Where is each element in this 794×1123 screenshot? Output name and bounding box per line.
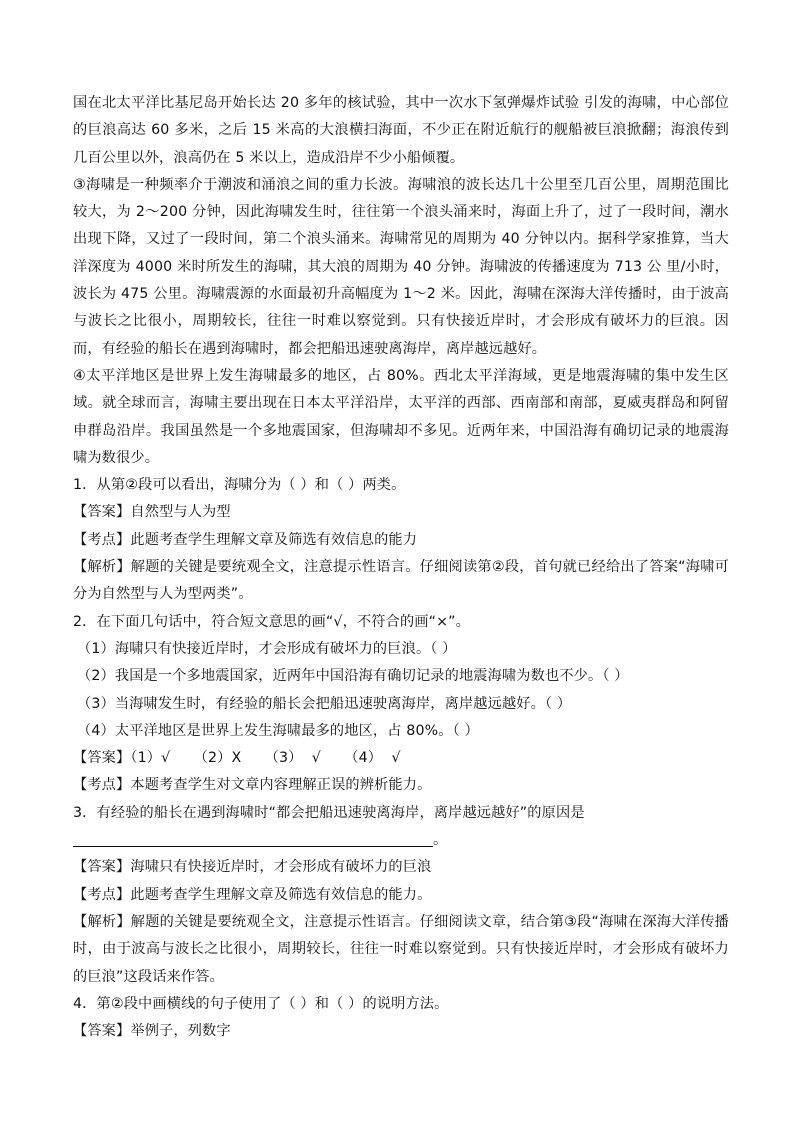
question-1-answer <box>73 499 729 526</box>
point-text: 本题考查学生对文章内容理解正误的辨析能力。 <box>130 777 432 794</box>
document-page <box>73 90 729 1045</box>
answer-tag: 【答案】 <box>73 859 131 876</box>
question-2-point <box>73 772 729 799</box>
question-4: 4．第②段中画横线的句子使用了（ ）和（ ）的说明方法。 <box>73 995 449 1012</box>
point-tag: 【考点】 <box>73 886 131 903</box>
question-3-blank-line <box>73 827 729 854</box>
paragraph-3: ③海啸是一种频率介于潮波和涌浪之间的重力长波。海啸浪的波长达几十公里至几百公里，周期范围比较大，为 2～200 分钟，因此海啸发生时，往往第一个浪头涌来时，海面上升了，过了一段时间，潮水出现下降，又过了一段时间，第二个浪头涌来。海啸常见的周期为 40 分钟以内。据科学家推算，当大洋深度为 4000 米时所发生的海啸，其大浪的周期为 40 分钟。海啸波的传播速度为 713 公 里/小时，波长为 475 公里。海啸震源的水面最初升高幅度为 1～2 米。因此，海啸在深海大洋传播时，由于波高与波长之比很小，周期较长，往往一时难以察觉到。只有快接近岸时，才会形成有破坏力的巨浪。因而，有经验的船长在遇到海啸时，都会把船迅速驶离海岸，离岸越远越好。 <box>73 176 729 357</box>
analysis-text: 解题的关键是要统观全文，注意提示性语言。仔细阅读第②段，首句就已经给出了答案“海啸可分为自然型与人为型两类”。 <box>73 559 729 603</box>
answer-tag: 【答案】 <box>73 1023 131 1040</box>
point-text: 此题考查学生理解文章及筛选有效信息的能力 <box>130 531 418 548</box>
answer-tag: 【答案】 <box>73 750 131 767</box>
answer-text: 自然型与人为型 <box>130 504 231 521</box>
question-3: 3．有经验的船长在遇到海啸时“都会把船迅速驶离海岸，离岸越远越好”的原因是 <box>73 804 585 821</box>
analysis-tag: 【解析】 <box>73 913 131 930</box>
answer-blank <box>73 830 433 847</box>
answer-tag: 【答案】 <box>73 504 131 521</box>
point-text: 此题考查学生理解文章及筛选有效信息的能力。 <box>130 886 432 903</box>
question-1-point <box>73 527 729 554</box>
question-2-item-1: （1）海啸只有快接近岸时，才会形成有破坏力的巨浪。（ ） <box>77 640 457 657</box>
analysis-tag: 【解析】 <box>73 559 131 576</box>
question-3-analysis <box>73 909 729 991</box>
answer-text: 海啸只有快接近岸时，才会形成有破坏力的巨浪 <box>130 859 432 876</box>
analysis-text: 解题的关键是要统观全文，注意提示性语言。仔细阅读文章，结合第③段“海啸在深海大洋传播时，由于波高与波长之比很小，周期较长，往往一时难以察觉到。只有快接近岸时，才会形成有破坏力的巨浪”这段话来作答。 <box>73 913 729 985</box>
question-1-analysis <box>73 554 729 609</box>
question-2-answer <box>73 745 729 772</box>
question-4-answer <box>73 1018 729 1045</box>
question-3-answer <box>73 854 729 881</box>
question-2-item-2: （2）我国是一个多地震国家，近两年中国沿海有确切记录的地震海啸为数也不少。（ ） <box>77 668 629 685</box>
point-tag: 【考点】 <box>73 531 131 548</box>
question-3-point <box>73 882 729 909</box>
blank-end: 。 <box>433 832 448 849</box>
answer-text: （1）√ （2）X （3） √ （4） √ <box>130 750 401 767</box>
question-2-item-4: （4）太平洋地区是世界上发生海啸最多的地区，占 80%。（ ） <box>77 722 479 739</box>
question-2-item-3: （3）当海啸发生时，有经验的船长会把船迅速驶离海岸，离岸越远越好。（ ） <box>77 695 572 712</box>
paragraph-2-continued: 国在北太平洋比基尼岛开始长达 20 多年的核试验，其中一次水下氢弹爆炸试验 引发的海啸，中心部位的巨浪高达 60 多米，之后 15 米高的大浪横扫海面，不少正在附近航行的舰船被巨浪掀翻；海浪传到几百公里以外，浪高仍在 5 米以上，造成沿岸不少小船倾覆。 <box>73 95 729 166</box>
paragraph-4: ④太平洋地区是世界上发生海啸最多的地区，占 80%。西北太平洋海域，更是地震海啸的集中发生区域。就全球而言，海啸主要出现在日本太平洋沿岸，太平洋的西部、西南部和南部，夏威夷群岛和阿留申群岛沿岸。我国虽然是一个多地震国家，但海啸却不多见。近两年来，中国沿海有确切记录的地震海啸为数很少。 <box>73 367 729 466</box>
answer-text: 举例子，列数字 <box>130 1023 231 1040</box>
question-2: 2．在下面几句话中，符合短文意思的画“√，不符合的画“×”。 <box>73 613 471 630</box>
point-tag: 【考点】 <box>73 777 131 794</box>
question-1: 1．从第②段可以看出，海啸分为（ ）和（ ）两类。 <box>73 477 406 494</box>
